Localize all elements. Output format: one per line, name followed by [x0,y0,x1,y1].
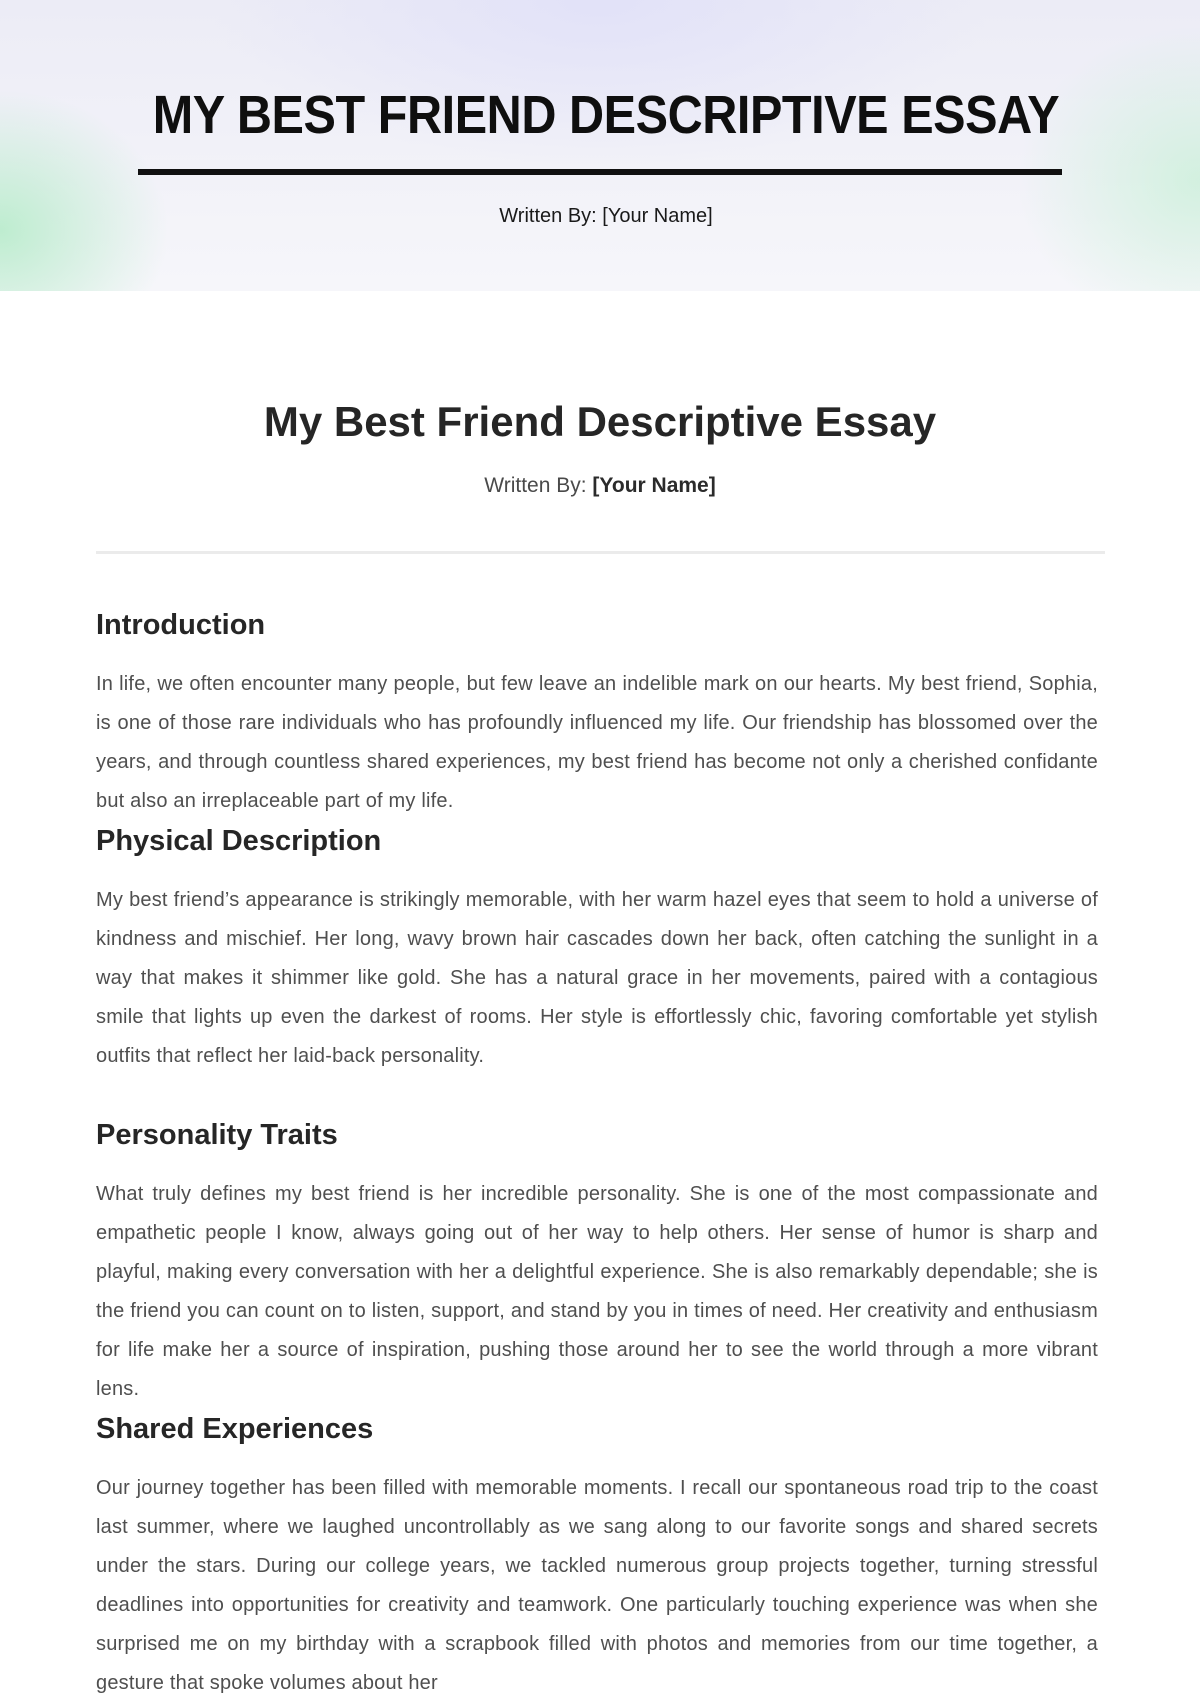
heading-shared-experiences: Shared Experiences [96,1413,374,1445]
banner-rule [138,169,1062,175]
heading-personality-traits: Personality Traits [96,1119,338,1151]
header-banner [0,0,1200,291]
paragraph-introduction: In life, we often encounter many people, but few leave an indelible mark on our hearts. My best friend, Sophia, is one of those rare individuals who has profoundly influenced my life. Our friendship has blossomed over the years, and through countless shared experiences, my best friend has become not only a cherished confidante but also an irreplaceable part of my life. [96,673,1098,812]
heading-introduction: Introduction [96,609,266,641]
banner-title: MY BEST FRIEND DESCRIPTIVE ESSAY [152,85,1060,145]
document-byline [0,473,1200,499]
byline-label: Written By: [484,474,587,497]
paragraph-physical-description: My best friend’s appearance is strikingly memorable, with her warm hazel eyes that seem to hold a universe of kindness and mischief. Her long, wavy brown hair cascades down her back, often catching the sunlight in a way that makes it shimmer like gold. She has a natural grace in her movements, paired with a contagious smile that lights up even the darkest of rooms. Her style is effortlessly chic, favoring comfortable yet stylish outfits that reflect her laid-back personality. [96,889,1098,1067]
paragraph-shared-experiences: Our journey together has been filled with memorable moments. I recall our spontaneous road trip to the coast last summer, where we laughed uncontrollably as we sang along to our favorite songs and shared secrets under the stars. During our college years, we tackled numerous group projects together, turning stressful deadlines into opportunities for creativity and teamwork. One particularly touching experience was when she surprised me on my birthday with a scrapbook filled with photos and memories from our time together, a gesture that spoke volumes about her [96,1477,1098,1694]
banner-byline: Written By: [Your Name] [499,205,713,227]
paragraph-personality-traits: What truly defines my best friend is her incredible personality. She is one of the most compassionate and empathetic people I know, always going out of her way to help others. Her sense of humor is sharp and playful, making every conversation with her a delightful experience. She is also remarkably dependable; she is the friend you can count on to listen, support, and stand by you in times of need. Her creativity and enthusiasm for life make her a source of inspiration, pushing those around her to see the world through a more vibrant lens. [96,1183,1098,1400]
section-divider [96,551,1105,554]
document-title: My Best Friend Descriptive Essay [263,398,937,445]
byline-name: [Your Name] [592,474,716,497]
heading-physical-description: Physical Description [96,825,382,857]
